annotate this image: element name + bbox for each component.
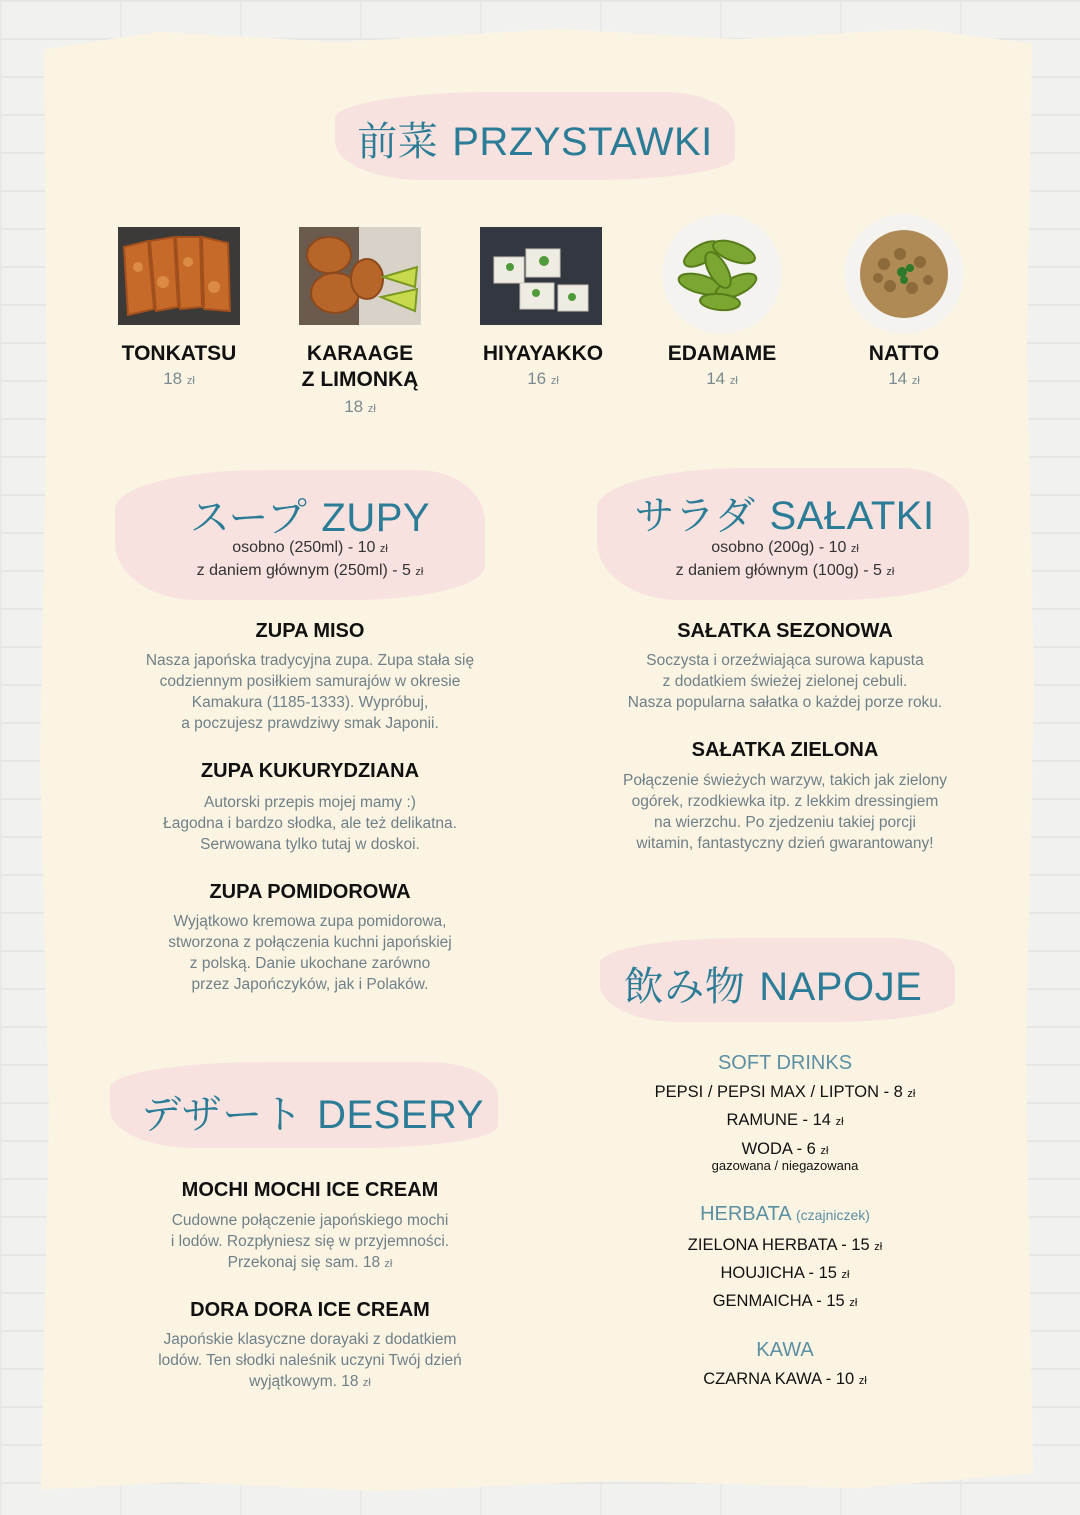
desc-line: Kamakura (1185-1333). Wypróbuj, <box>191 694 429 711</box>
currency: zł <box>820 1145 829 1157</box>
salads-price-alone: osobno (200g) - 10 <box>711 539 847 556</box>
drink-item <box>585 1370 985 1389</box>
soft-drinks-heading: SOFT DRINKS <box>717 1052 853 1074</box>
soups-title <box>115 486 505 543</box>
drinks-title-jp: 飲み物 <box>623 965 746 1009</box>
karaage-photo <box>299 227 421 325</box>
currency: zł <box>384 1258 393 1270</box>
dish-title: SAŁATKA SEZONOWA <box>677 620 893 642</box>
desserts-title-pl: DESERY <box>317 1093 484 1137</box>
appetizer-name: EDAMAME <box>667 342 777 365</box>
drink-label: CZARNA KAWA - 10 <box>703 1370 855 1388</box>
desc-line: Serwowana tylko tutaj w doskoi. <box>200 836 420 853</box>
price-value: 14 <box>706 369 726 388</box>
dish-description <box>110 1210 510 1275</box>
salads-title <box>597 484 972 541</box>
dish-title: DORA DORA ICE CREAM <box>190 1299 430 1321</box>
soups-title-pl: ZUPY <box>321 496 431 540</box>
currency: zł <box>379 543 388 555</box>
drink-label: GENMAICHA - 15 <box>712 1292 845 1310</box>
soups-price-alone: osobno (250ml) - 10 <box>232 539 376 556</box>
dish-description <box>110 650 510 734</box>
drink-label: HOUJICHA - 15 <box>720 1264 837 1282</box>
dish-title: ZUPA KUKURYDZIANA <box>200 760 420 782</box>
currency: zł <box>415 566 424 578</box>
appetizer-name: HIYAYAKKO <box>482 342 604 365</box>
appetizer-name <box>270 341 450 393</box>
desc-line: Przekonaj się sam. 18 <box>227 1254 381 1271</box>
edamame-photo <box>662 214 782 334</box>
appetizer-price <box>814 369 994 389</box>
drink-label: ZIELONA HERBATA - 15 <box>687 1236 870 1254</box>
currency: zł <box>841 1269 850 1281</box>
tea-note: (czajniczek) <box>796 1207 870 1223</box>
price-value: 18 <box>163 369 183 388</box>
dish-description <box>105 1329 515 1394</box>
water-note: gazowana / niegazowana <box>711 1158 859 1173</box>
salads-price-with-main: z daniem głównym (100g) - 5 <box>675 562 882 579</box>
currency: zł <box>550 375 559 387</box>
currency: zł <box>911 375 920 387</box>
dish-description <box>580 650 990 713</box>
appetizer-price <box>453 369 633 389</box>
desc-line: Cudowne połączenie japońskiego mochi <box>171 1212 449 1229</box>
currency: zł <box>858 1375 867 1387</box>
desc-line: Nasza popularna sałatka o każdej porze roku. <box>627 694 943 711</box>
tonkatsu-photo <box>118 227 240 325</box>
currency: zł <box>367 403 376 415</box>
desc-line: Autorski przepis mojej mamy :) <box>204 794 416 811</box>
salads-title-pl: SAŁATKI <box>769 494 935 538</box>
salads-title-jp: サラダ <box>634 494 756 538</box>
tea-heading <box>585 1203 985 1226</box>
currency: zł <box>874 1241 883 1253</box>
desc-line: Soczysta i orzeźwiająca surowa kapusta <box>646 652 924 669</box>
appetizer-price <box>270 397 450 417</box>
dish-title: ZUPA MISO <box>255 620 365 642</box>
dish-description <box>110 911 510 995</box>
tea-title: HERBATA <box>700 1203 791 1225</box>
currency: zł <box>729 375 738 387</box>
desc-line: a poczujesz prawdziwy smak Japonii. <box>181 715 439 732</box>
currency: zł <box>886 566 895 578</box>
price-value: 18 <box>344 397 364 416</box>
currency: zł <box>907 1088 916 1100</box>
desc-line: wyjątkowym. 18 <box>249 1373 359 1390</box>
price-value: 16 <box>527 369 547 388</box>
appetizers-title <box>335 110 735 167</box>
drink-label: PEPSI / PEPSI MAX / LIPTON - 8 <box>654 1083 903 1101</box>
soups-title-jp: スープ <box>189 496 308 540</box>
drink-item <box>585 1292 985 1311</box>
soups-price-with-main: z daniem głównym (250ml) - 5 <box>196 562 411 579</box>
drink-label: RAMUNE - 14 <box>726 1111 831 1129</box>
soups-subtitle <box>110 537 510 583</box>
desc-line: z dodatkiem świeżej zielonej cebuli. <box>662 673 908 690</box>
drinks-title-pl: NAPOJE <box>759 965 923 1009</box>
dish-description <box>110 792 510 855</box>
desc-line: witamin, fantastyczny dzień gwarantowany! <box>636 835 934 852</box>
desserts-title <box>110 1083 515 1140</box>
desc-line: ogórek, rzodkiewka itp. z lekkim dressingiem <box>631 793 939 810</box>
drinks-title <box>598 955 948 1012</box>
dish-title: SAŁATKA ZIELONA <box>691 739 879 761</box>
currency: zł <box>362 1377 371 1389</box>
dish-description <box>575 770 995 854</box>
natto-photo <box>844 214 964 334</box>
currency: zł <box>835 1116 844 1128</box>
appetizer-price <box>632 369 812 389</box>
desc-line: Łagodna i bardzo słodka, ale też delikatna. <box>163 815 457 832</box>
price-value: 14 <box>888 369 908 388</box>
drink-item <box>585 1140 985 1159</box>
appetizers-title-pl: PRZYSTAWKI <box>452 120 713 164</box>
drink-item <box>585 1236 985 1255</box>
desc-line: Nasza japońska tradycyjna zupa. Zupa stała się <box>145 652 475 669</box>
desc-line: Japońskie klasyczne dorayaki z dodatkiem <box>163 1331 457 1348</box>
appetizers-title-jp: 前菜 <box>357 120 439 164</box>
desc-line: lodów. Ten słodki naleśnik uczyni Twój dzień <box>158 1352 462 1369</box>
desc-line: przez Japończyków, jak i Polaków. <box>191 976 429 993</box>
desc-line: Wyjątkowo kremowa zupa pomidorowa, <box>173 913 447 930</box>
desc-line: z polską. Danie ukochane zarówno <box>189 955 431 972</box>
desc-line: Połączenie świeżych warzyw, takich jak zielony <box>623 772 947 789</box>
desc-line: codziennym posiłkiem samurajów w okresie <box>159 673 461 690</box>
currency: zł <box>849 1297 858 1309</box>
desserts-title-jp: デザート <box>141 1093 304 1137</box>
appetizer-price <box>89 369 269 389</box>
drink-item <box>585 1264 985 1283</box>
hiyayakko-photo <box>480 227 602 325</box>
appetizer-name: TONKATSU <box>121 342 237 365</box>
dish-title: ZUPA POMIDOROWA <box>209 881 411 903</box>
appetizer-name-line2: Z LIMONKĄ <box>301 368 419 391</box>
desc-line: stworzona z połączenia kuchni japońskiej <box>168 934 452 951</box>
desc-line: i lodów. Rozpłyniesz się w przyjemności. <box>170 1233 450 1250</box>
drink-label: WODA - 6 <box>741 1140 816 1158</box>
drink-item <box>585 1111 985 1130</box>
appetizer-name: NATTO <box>868 342 940 365</box>
dish-title: MOCHI MOCHI ICE CREAM <box>181 1179 439 1201</box>
drink-item <box>585 1083 985 1102</box>
salads-subtitle <box>585 537 985 583</box>
desc-line: na wierzchu. Po zjedzeniu takiej porcji <box>654 814 916 831</box>
currency: zł <box>186 375 195 387</box>
currency: zł <box>850 543 859 555</box>
coffee-heading: KAWA <box>756 1339 814 1361</box>
appetizer-name-line1: KARAAGE <box>306 342 414 365</box>
